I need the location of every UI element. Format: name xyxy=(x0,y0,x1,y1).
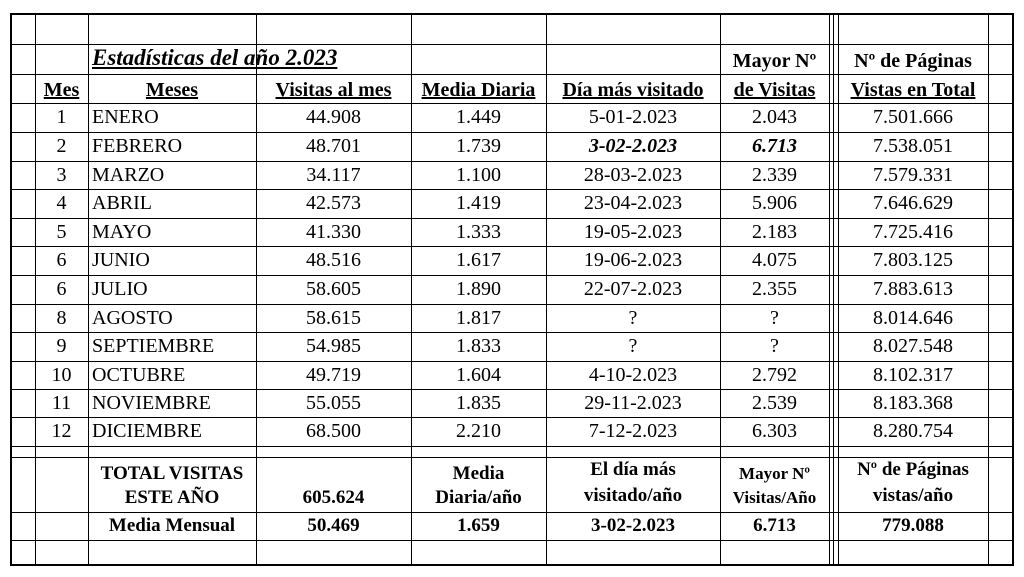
header-visitas: Visitas al mes xyxy=(275,79,392,101)
footer-mensual-label: Media Mensual xyxy=(108,515,236,536)
cell-pages: 7.538.051 xyxy=(873,135,953,157)
footer-total-value: 605.624 xyxy=(302,487,365,508)
cell-top-day: 4-10-2.023 xyxy=(588,364,678,386)
header-mes: Mes xyxy=(43,79,80,101)
cell-top-visits: ? xyxy=(770,335,779,357)
cell-top-visits: 6.713 xyxy=(752,135,797,157)
grid-row-line xyxy=(10,540,1014,541)
cell-daily-avg: 1.739 xyxy=(456,135,501,157)
cell-pages: 7.501.666 xyxy=(873,106,953,128)
cell-daily-avg: 1.604 xyxy=(456,364,501,386)
cell-pages: 7.725.416 xyxy=(873,221,953,243)
cell-top-visits: 6.303 xyxy=(752,420,797,442)
cell-top-day: 23-04-2.023 xyxy=(583,192,683,214)
header-paginas-top: Nº de Páginas xyxy=(854,50,972,72)
cell-daily-avg: 1.100 xyxy=(456,164,501,186)
cell-top-visits: 4.075 xyxy=(752,249,797,271)
grid-row-line xyxy=(10,446,1014,447)
footer-paginas-label-2: vistas/año xyxy=(872,485,954,506)
cell-month: OCTUBRE xyxy=(92,364,186,386)
cell-top-day: ? xyxy=(628,335,638,357)
cell-daily-avg: 1.617 xyxy=(456,249,501,271)
cell-top-visits: 2.355 xyxy=(752,278,797,300)
cell-month: ABRIL xyxy=(92,192,152,214)
cell-visits: 68.500 xyxy=(306,420,361,442)
cell-visits: 34.117 xyxy=(306,164,361,186)
cell-visits: 44.908 xyxy=(306,106,361,128)
cell-top-day: 28-03-2.023 xyxy=(583,164,683,186)
cell-month: JULIO xyxy=(92,278,148,300)
cell-top-day: 29-11-2.023 xyxy=(584,392,682,414)
cell-pages: 8.280.754 xyxy=(873,420,953,442)
header-dia: Día más visitado xyxy=(562,79,704,101)
footer-dia-label-2: visitado/año xyxy=(583,485,683,506)
cell-pages: 7.646.629 xyxy=(873,192,953,214)
cell-month: ENERO xyxy=(92,106,159,128)
footer-media-label-1: Media xyxy=(452,463,505,484)
cell-daily-avg: 1.817 xyxy=(456,307,501,329)
footer-total-label-2: ESTE AÑO xyxy=(124,487,220,508)
cell-top-visits: 2.339 xyxy=(752,164,797,186)
cell-top-day: 19-06-2.023 xyxy=(583,249,683,271)
cell-pages: 8.014.646 xyxy=(873,307,953,329)
cell-daily-avg: 1.890 xyxy=(456,278,501,300)
cell-top-visits: 2.539 xyxy=(752,392,797,414)
grid-column-line xyxy=(988,13,989,566)
cell-top-visits: 2.043 xyxy=(752,106,797,128)
footer-total-label-1: TOTAL VISITAS xyxy=(100,463,244,484)
cell-top-day: 3-02-2.023 xyxy=(588,135,678,157)
cell-month: MAYO xyxy=(92,221,152,243)
cell-num: 4 xyxy=(56,192,67,214)
cell-top-day: 7-12-2.023 xyxy=(588,420,678,442)
grid-column-line xyxy=(829,13,830,566)
cell-daily-avg: 1.419 xyxy=(456,192,501,214)
cell-num: 6 xyxy=(56,249,67,271)
cell-num: 1 xyxy=(56,106,67,128)
cell-visits: 42.573 xyxy=(306,192,361,214)
footer-mayor-value: 6.713 xyxy=(753,515,796,536)
cell-daily-avg: 1.833 xyxy=(456,335,501,357)
footer-media-value: 1.659 xyxy=(457,515,500,536)
cell-pages: 7.803.125 xyxy=(873,249,953,271)
cell-visits: 49.719 xyxy=(306,364,361,386)
header-media: Media Diaria xyxy=(421,79,536,101)
footer-mayor-label-2: Visitas/Año xyxy=(732,488,817,507)
cell-visits: 48.701 xyxy=(306,135,361,157)
footer-paginas-value: 779.088 xyxy=(882,515,944,536)
cell-pages: 7.883.613 xyxy=(873,278,953,300)
cell-pages: 8.102.317 xyxy=(873,364,953,386)
cell-num: 10 xyxy=(51,364,72,386)
footer-dia-label-1: El día más xyxy=(590,459,676,480)
cell-top-visits: 2.792 xyxy=(752,364,797,386)
cell-pages: 7.579.331 xyxy=(873,164,953,186)
cell-pages: 8.027.548 xyxy=(873,335,953,357)
cell-month: AGOSTO xyxy=(92,307,173,329)
cell-top-visits: 5.906 xyxy=(752,192,797,214)
cell-num: 12 xyxy=(51,420,72,442)
header-mayor-bottom: de Visitas xyxy=(733,79,816,101)
cell-top-day: ? xyxy=(628,307,638,329)
cell-month: DICIEMBRE xyxy=(92,420,202,442)
cell-pages: 8.183.368 xyxy=(873,392,953,414)
cell-num: 11 xyxy=(51,392,72,414)
header-meses: Meses xyxy=(145,79,199,101)
cell-month: FEBRERO xyxy=(92,135,183,157)
footer-media-label-2: Diaria/año xyxy=(435,487,522,508)
header-mayor-top: Mayor Nº xyxy=(732,50,817,72)
cell-top-visits: ? xyxy=(770,307,779,329)
cell-daily-avg: 1.835 xyxy=(456,392,501,414)
cell-daily-avg: 1.333 xyxy=(456,221,501,243)
footer-paginas-label-1: Nº de Páginas xyxy=(857,459,969,480)
grid-column-line xyxy=(833,13,834,566)
cell-top-day: 22-07-2.023 xyxy=(583,278,683,300)
cell-num: 3 xyxy=(56,164,67,186)
cell-daily-avg: 2.210 xyxy=(456,420,501,442)
cell-month: NOVIEMBRE xyxy=(92,392,211,414)
header-paginas-bottom: Vistas en Total xyxy=(850,79,976,101)
cell-visits: 58.605 xyxy=(306,278,361,300)
cell-visits: 54.985 xyxy=(306,335,361,357)
cell-num: 9 xyxy=(56,335,67,357)
cell-visits: 41.330 xyxy=(306,221,361,243)
cell-month: MARZO xyxy=(92,164,165,186)
table-title: Estadísticas del año 2.023 xyxy=(92,45,338,70)
footer-mayor-label-1: Mayor Nº xyxy=(739,464,810,483)
cell-top-day: 5-01-2.023 xyxy=(588,106,678,128)
cell-month: SEPTIEMBRE xyxy=(92,335,215,357)
footer-dia-value: 3-02-2.023 xyxy=(591,515,675,536)
footer-mensual-value: 50.469 xyxy=(307,515,360,536)
cell-num: 2 xyxy=(56,135,67,157)
cell-visits: 55.055 xyxy=(306,392,361,414)
cell-month: JUNIO xyxy=(92,249,150,271)
cell-num: 5 xyxy=(56,221,67,243)
cell-daily-avg: 1.449 xyxy=(456,106,501,128)
cell-visits: 48.516 xyxy=(306,249,361,271)
cell-num: 8 xyxy=(56,307,67,329)
cell-num: 6 xyxy=(56,278,67,300)
cell-top-day: 19-05-2.023 xyxy=(583,221,683,243)
cell-visits: 58.615 xyxy=(306,307,361,329)
cell-top-visits: 2.183 xyxy=(752,221,797,243)
